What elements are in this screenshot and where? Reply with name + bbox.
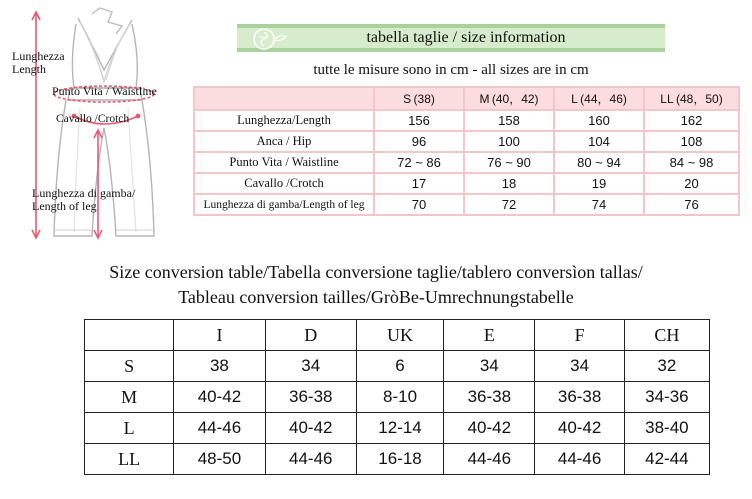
table-cell: 108 <box>644 131 739 152</box>
header-cell: M (40，42) <box>464 87 554 110</box>
table-row <box>194 173 739 194</box>
table-cell: 19 <box>554 173 644 194</box>
conversion-title <box>0 260 752 310</box>
table-cell: 34 <box>265 351 356 382</box>
header-cell: UK <box>356 320 443 351</box>
table-cell: 18 <box>464 173 554 194</box>
table-cell: 38-40 <box>624 413 709 444</box>
header-cell <box>85 320 174 351</box>
table-cell: 44-46 <box>265 444 356 475</box>
table-cell: 96 <box>374 131 464 152</box>
table-row <box>194 110 739 131</box>
size-table <box>193 86 740 216</box>
table-cell: 6 <box>356 351 443 382</box>
table-cell: 160 <box>554 110 644 131</box>
header-cell: I <box>174 320 265 351</box>
table-cell: 34 <box>535 351 624 382</box>
row-label: Cavallo /Crotch <box>194 173 374 194</box>
header-cell: F <box>535 320 624 351</box>
page-title: tabella taglie / size information <box>366 29 566 46</box>
table-cell: 42-44 <box>624 444 709 475</box>
table-cell: 40-42 <box>265 413 356 444</box>
row-label: Lunghezza/Length <box>194 110 374 131</box>
header-cell: E <box>444 320 535 351</box>
table-cell: 8-10 <box>356 382 443 413</box>
row-label: LL <box>85 444 174 475</box>
header-cell: CH <box>624 320 709 351</box>
table-row <box>194 152 739 173</box>
table-cell: 100 <box>464 131 554 152</box>
table-cell: 80 ~ 94 <box>554 152 644 173</box>
row-label: Punto Vita / Waistline <box>194 152 374 173</box>
table-cell: 36-38 <box>535 382 624 413</box>
row-label: L <box>85 413 174 444</box>
table-row <box>85 413 710 444</box>
row-label: M <box>85 382 174 413</box>
label-waistline: Punto Vita / Waistline <box>52 84 157 98</box>
label-length: Lunghezza Length <box>12 49 65 76</box>
row-label: S <box>85 351 174 382</box>
table-cell: 76 ~ 90 <box>464 152 554 173</box>
header-cell <box>194 87 374 110</box>
table-cell: 40-42 <box>444 413 535 444</box>
table-cell: 72 <box>464 194 554 215</box>
table-cell: 162 <box>644 110 739 131</box>
table-row <box>194 131 739 152</box>
conversion-table-header <box>85 320 710 351</box>
table-cell: 76 <box>644 194 739 215</box>
table-cell: 32 <box>624 351 709 382</box>
table-cell: 44-46 <box>174 413 265 444</box>
table-cell: 74 <box>554 194 644 215</box>
table-row <box>85 444 710 475</box>
table-cell: 38 <box>174 351 265 382</box>
conversion-title-line1: Size conversion table/Tabella conversione taglie/tablero conversìon tallas/ <box>109 262 643 282</box>
table-cell: 40-42 <box>174 382 265 413</box>
table-cell: 158 <box>464 110 554 131</box>
header-cell: LL (48，50) <box>644 87 739 110</box>
table-cell: 70 <box>374 194 464 215</box>
table-cell: 34 <box>444 351 535 382</box>
table-row <box>85 351 710 382</box>
table-cell: 20 <box>644 173 739 194</box>
header-cell: L (44，46) <box>554 87 644 110</box>
garment-figure <box>0 0 200 250</box>
row-label: Lunghezza di gamba/Length of leg <box>194 194 374 215</box>
conversion-table <box>84 319 710 475</box>
table-row <box>85 382 710 413</box>
label-crotch: Cavallo /Crotch <box>56 113 130 125</box>
table-cell: 36-38 <box>265 382 356 413</box>
size-table-header <box>194 87 739 110</box>
table-cell: 44-46 <box>444 444 535 475</box>
row-label: Anca / Hip <box>194 131 374 152</box>
units-note: tutte le misure sono in cm - all sizes are in cm <box>313 62 589 78</box>
conversion-title-line2: Tableau conversion tailles/GròBe-Umrechnungstabelle <box>178 287 574 307</box>
table-cell: 36-38 <box>444 382 535 413</box>
table-cell: 44-46 <box>535 444 624 475</box>
table-cell: 156 <box>374 110 464 131</box>
table-cell: 17 <box>374 173 464 194</box>
header-cell: S (38) <box>374 87 464 110</box>
table-cell: 104 <box>554 131 644 152</box>
table-cell: 34-36 <box>624 382 709 413</box>
table-cell: 12-14 <box>356 413 443 444</box>
table-row <box>194 194 739 215</box>
header-cell: D <box>265 320 356 351</box>
table-cell: 16-18 <box>356 444 443 475</box>
table-cell: 84 ~ 98 <box>644 152 739 173</box>
table-cell: 48-50 <box>174 444 265 475</box>
table-cell: 72 ~ 86 <box>374 152 464 173</box>
label-leg-length: Lunghezza di gamba/ Length of leg <box>32 186 136 213</box>
table-cell: 40-42 <box>535 413 624 444</box>
